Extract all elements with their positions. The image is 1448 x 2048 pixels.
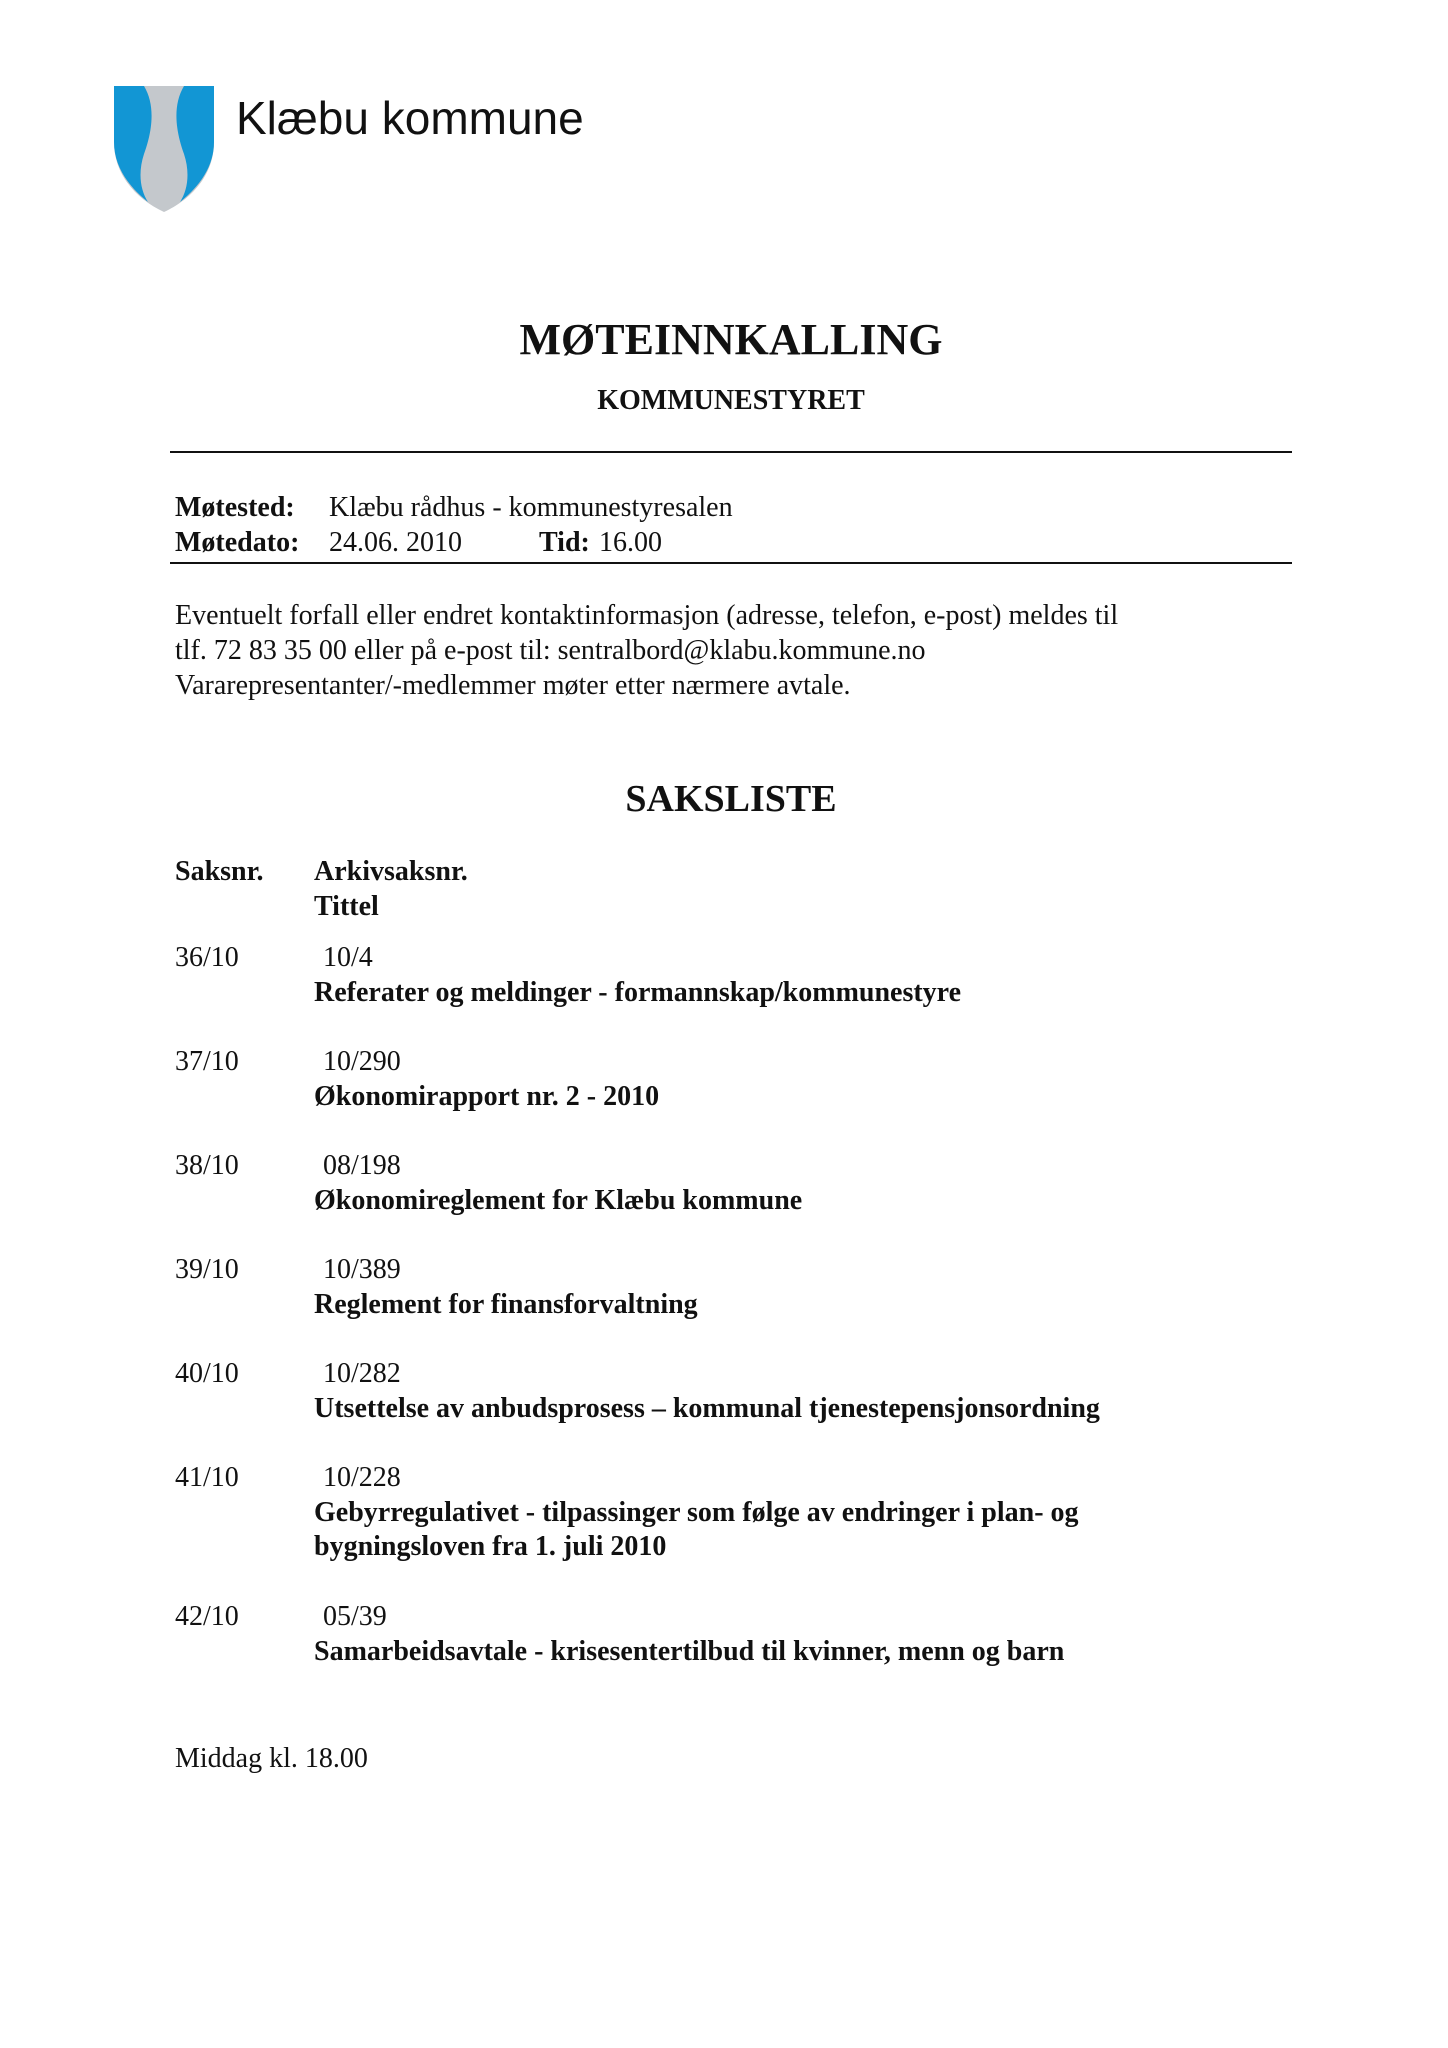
col-header-arkivsaksnr: Arkivsaksnr. [314,856,468,887]
document-title: MØTEINNKALLING [519,315,943,364]
contact-notice [175,598,1118,703]
meeting-date-row [175,526,662,560]
agenda-item-arkivsaksnr: 10/4 [323,942,373,973]
col-header-tittel: Tittel [314,891,379,922]
agenda-item-saksnr: 36/10 [175,942,239,973]
meeting-date-label: Møtedato: [175,527,300,558]
agenda-item-title: Økonomireglement for Klæbu kommune [314,1185,803,1216]
agenda-item-title: Utsettelse av anbudsprosess – kommunal tjenestepensjonsordning [314,1393,1100,1424]
col-header-saksnr: Saksnr. [175,856,264,887]
agenda-item-arkivsaksnr: 10/389 [323,1254,401,1285]
notice-line: Vararepresentanter/-medlemmer møter etter nærmere avtale. [175,670,851,701]
document-subtitle: KOMMUNESTYRET [597,385,865,416]
divider-top [170,451,1292,453]
notice-line: Eventuelt forfall eller endret kontaktinformasjon (adresse, telefon, e-post) meldes til [175,600,1119,631]
agenda-item-saksnr: 39/10 [175,1254,239,1285]
meeting-place-label: Møtested: [175,492,295,523]
agenda-item-title: Samarbeidsavtale - krisesentertilbud til kvinner, menn og barn [314,1636,1065,1667]
agenda-item-saksnr: 38/10 [175,1150,239,1181]
agenda-item-arkivsaksnr: 10/290 [323,1046,401,1077]
agenda-item-saksnr: 40/10 [175,1358,239,1389]
municipality-crest-logo [112,84,216,214]
meeting-time-label: Tid: [539,527,590,558]
divider-bottom [170,562,1292,564]
agenda-item-saksnr: 41/10 [175,1462,239,1493]
agenda-item-arkivsaksnr: 05/39 [323,1601,387,1632]
notice-line: tlf. 72 83 35 00 eller på e-post til: sentralbord@klabu.kommune.no [175,635,926,666]
agenda-item-title: Gebyrregulativet - tilpassinger som følge av endringer i plan- og bygningsloven fra 1. juli 2010 [314,1497,1079,1562]
agenda-item-title: Reglement for finansforvaltning [314,1289,698,1320]
agenda-item-arkivsaksnr: 08/198 [323,1150,401,1181]
agenda-item-arkivsaksnr: 10/282 [323,1358,401,1389]
agenda-item-title: Referater og meldinger - formannskap/kommunestyre [314,977,962,1008]
agenda-item-saksnr: 37/10 [175,1046,239,1077]
dinner-note: Middag kl. 18.00 [175,1743,368,1774]
agenda-item-arkivsaksnr: 10/228 [323,1462,401,1493]
meeting-place-value: Klæbu rådhus - kommunestyresalen [329,492,733,523]
meeting-date-value: 24.06. 2010 [329,527,462,558]
agenda-item-saksnr: 42/10 [175,1601,239,1632]
agenda-item-title: Økonomirapport nr. 2 - 2010 [314,1081,660,1112]
meeting-place-row [175,491,733,525]
meeting-time-value: 16.00 [599,527,662,558]
municipality-name: Klæbu kommune [236,92,584,144]
agenda-heading: SAKSLISTE [625,778,837,820]
